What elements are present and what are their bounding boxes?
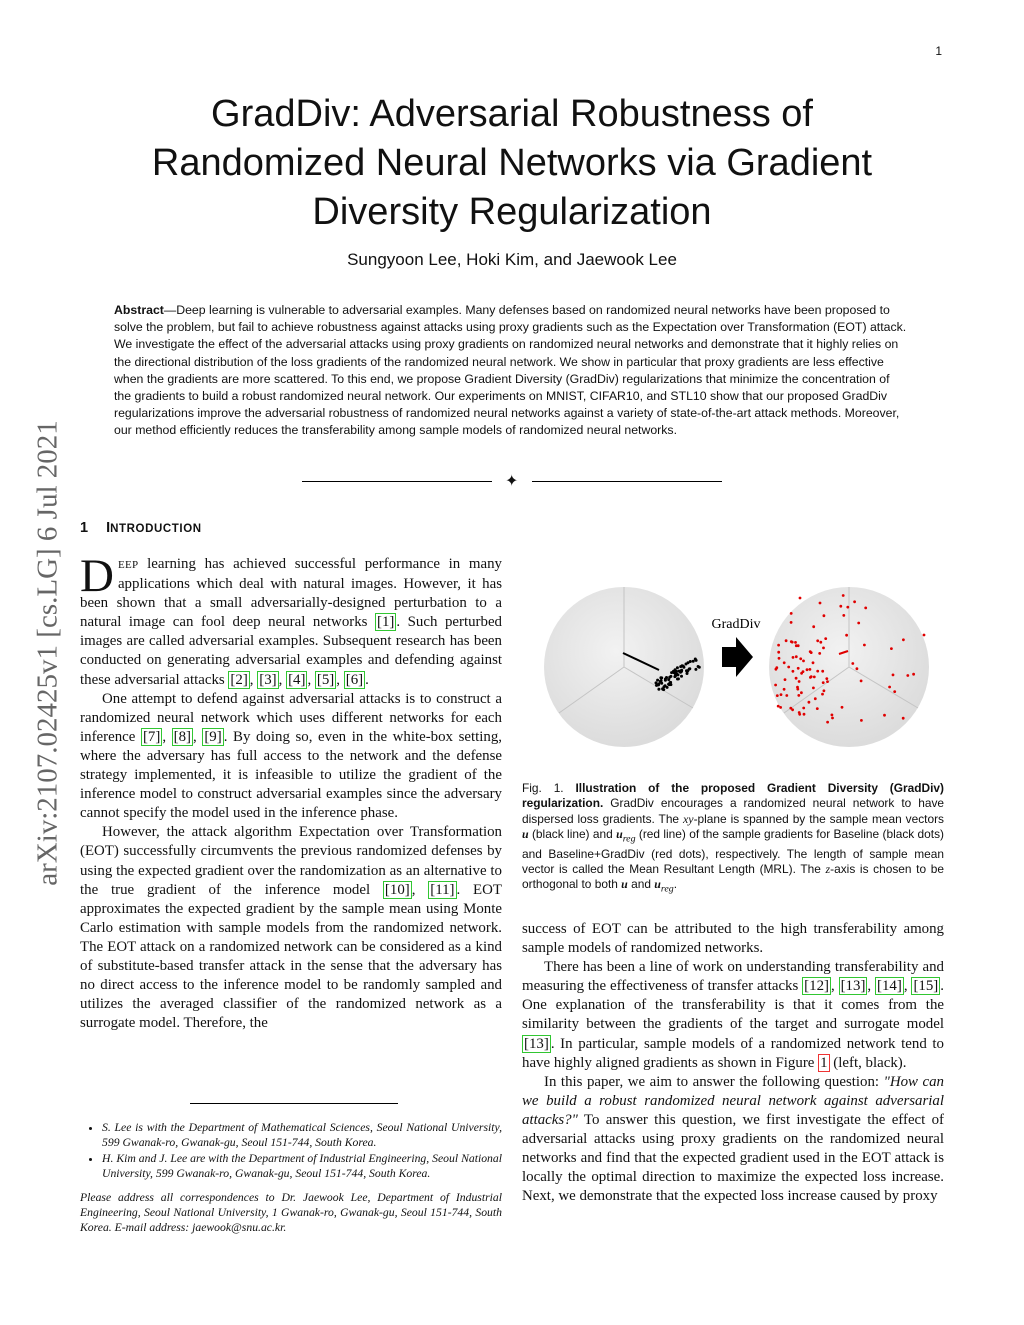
graddiv-gradient-dot bbox=[787, 666, 790, 669]
baseline-gradient-dot bbox=[659, 676, 662, 679]
footnote-item: • H. Kim and J. Lee are with the Department of Industrial Engineering, Seoul National University, 599 Gwanak-ro, Gwanak-gu, Seoul 151-744, South Korea. bbox=[102, 1151, 502, 1182]
baseline-gradient-dot bbox=[662, 688, 665, 691]
authors: Sungyoon Lee, Hoki Kim, and Jaewook Lee bbox=[347, 250, 677, 269]
baseline-gradient-dot bbox=[692, 660, 695, 663]
graddiv-gradient-dot bbox=[800, 672, 803, 675]
baseline-gradient-dot bbox=[675, 672, 678, 675]
graddiv-gradient-dot bbox=[808, 701, 811, 704]
drop-cap-rest: EEP bbox=[117, 559, 139, 571]
graddiv-gradient-dot bbox=[803, 713, 806, 716]
graddiv-gradient-dot bbox=[816, 707, 819, 710]
graddiv-gradient-dot bbox=[860, 680, 863, 683]
graddiv-gradient-dot bbox=[792, 656, 795, 659]
graddiv-gradient-dot bbox=[821, 670, 824, 673]
baseline-gradient-dot bbox=[670, 671, 673, 674]
graddiv-gradient-dot bbox=[776, 694, 779, 697]
graddiv-gradient-dot bbox=[812, 687, 815, 690]
abstract-label: Abstract bbox=[114, 303, 164, 317]
figure-link[interactable]: 1 bbox=[820, 1054, 828, 1071]
graddiv-gradient-dot bbox=[798, 713, 801, 716]
graddiv-arrow-label: GradDiv bbox=[711, 617, 761, 632]
graddiv-arrow bbox=[712, 617, 761, 677]
graddiv-gradient-dot bbox=[800, 691, 803, 694]
baseline-gradient-dot bbox=[657, 682, 660, 685]
baseline-gradient-dot bbox=[687, 661, 690, 664]
graddiv-gradient-dot bbox=[826, 680, 829, 683]
section-title-rest: NTRODUCTION bbox=[110, 523, 202, 535]
graddiv-gradient-dot bbox=[785, 639, 788, 642]
graddiv-gradient-dot bbox=[853, 600, 856, 603]
footnote-item: • S. Lee is with the Department of Mathematical Sciences, Seoul National University, 599 Gwanak-ro, Gwanak-gu, Seoul 151-744, South Korea. bbox=[102, 1120, 502, 1151]
citation-link[interactable]: [13] bbox=[524, 1035, 549, 1052]
graddiv-gradient-dot bbox=[795, 677, 798, 680]
graddiv-gradient-dot bbox=[810, 675, 813, 678]
graddiv-gradient-dot bbox=[799, 597, 802, 600]
graddiv-gradient-dot bbox=[819, 602, 822, 605]
baseline-gradient-dot bbox=[680, 670, 683, 673]
graddiv-gradient-dot bbox=[816, 639, 819, 642]
graddiv-gradient-dot bbox=[799, 657, 802, 660]
graddiv-gradient-dot bbox=[841, 706, 844, 709]
graddiv-gradient-dot bbox=[812, 625, 815, 628]
arxiv-identifier bbox=[18, 380, 78, 925]
baseline-gradient-dot bbox=[686, 672, 689, 675]
graddiv-gradient-dot bbox=[923, 634, 926, 637]
graddiv-gradient-dot bbox=[842, 594, 845, 597]
graddiv-gradient-dot bbox=[906, 674, 909, 677]
baseline-gradient-dot bbox=[656, 679, 659, 682]
graddiv-gradient-dot bbox=[845, 634, 848, 637]
graddiv-gradient-dot bbox=[822, 647, 825, 650]
graddiv-gradient-dot bbox=[821, 693, 824, 696]
baseline-gradient-dot bbox=[660, 679, 663, 682]
baseline-gradient-dot bbox=[694, 668, 697, 671]
graddiv-gradient-dot bbox=[912, 673, 915, 676]
graddiv-gradient-dot bbox=[777, 705, 780, 708]
graddiv-gradient-dot bbox=[823, 614, 826, 617]
graddiv-gradient-dot bbox=[816, 670, 819, 673]
intro-paragraph-5: There has been a line of work on understanding transferability and measuring the effectiveness of transfer attacks [12] , [13] , [14] , [15] . One explanation of the transferability is that it comes from the similarity between the gradients of the target and surrogate model [13] . In particular, sample models of a randomized network tend to have highly aligned gradients as shown in Figure 1 (left, black). bbox=[522, 959, 944, 1071]
graddiv-gradient-dot bbox=[790, 621, 793, 624]
graddiv-gradient-dot bbox=[777, 651, 780, 654]
intro-paragraph-1: DEEP learning has achieved successful performance in many applications which deal with natural images. However, it has been shown that a small adversarially-designed perturbation to a natural image can fool deep neural networks [1] . Such perturbed images are called adversarial examples. Subsequent research has been conducted on generating adversarial examples and defending against these adversarial attacks [2] , [3] , [4] , [5] , [6] . bbox=[80, 550, 502, 688]
graddiv-gradient-dot bbox=[798, 680, 801, 683]
citation-link[interactable]: [14] bbox=[877, 978, 902, 995]
paper-title: GradDiv: Adversarial Robustness of Randomized Neural Networks via Gradient Diversity Regularization bbox=[151, 93, 873, 233]
graddiv-gradient-dot bbox=[825, 677, 828, 680]
citation-link[interactable]: [12] bbox=[804, 978, 829, 995]
intro-paragraph-6: In this paper, we aim to answer the following question: "How can we build a robust randomized neural network against adversarial attacks?" To answer this question, we first investigate the effect of adversarial attacks using proxy gradients on the randomized neural networks and find that the expected gradient used in the EOT attack is locally the optimal direction to maximize the expected loss increase. Next, we demonstrate that the expected loss increase caused by proxy bbox=[522, 1073, 944, 1205]
abstract bbox=[114, 302, 910, 440]
abstract-text: —Deep learning is vulnerable to adversarial examples. Many defenses based on randomized neural networks have been proposed to solve the problem, but fail to achieve robustness against attacks using proxy gradients such as the Expectation over Transformation (EOT) attack. We investigate the effect of the adversarial attacks using proxy gradients on randomized neural networks and demonstrate that it highly relies on the directional distribution of the loss gradients of the randomized neural network. We show in particular that proxy gradients are less effective when the gradients are more scattered. To this end, we propose Gradient Diversity (GradDiv) regularizations that minimize the concentration of the gradients to build a robust randomized neural network. Our experiments on MNIST, CIFAR10, and STL10 show that our proposed GradDiv regularizations improve the adversarial robustness of randomized neural networks against a variety of state-of-the-art attack methods. Moreover, our method efficiently reduces the transferability among sample models of randomized neural networks. bbox=[114, 303, 907, 438]
baseline-gradient-dot bbox=[680, 675, 683, 678]
graddiv-gradient-dot bbox=[831, 717, 834, 720]
citation-link[interactable]: [10] bbox=[384, 881, 410, 898]
graddiv-gradient-dot bbox=[775, 668, 778, 671]
graddiv-gradient-dot bbox=[818, 652, 821, 655]
baseline-gradient-dot bbox=[657, 688, 660, 691]
baseline-gradient-dot bbox=[660, 682, 663, 685]
figure-1 bbox=[524, 570, 944, 760]
right-column bbox=[522, 920, 944, 1206]
graddiv-gradient-dot bbox=[814, 697, 817, 700]
graddiv-gradient-dot bbox=[774, 684, 777, 687]
left-column bbox=[80, 550, 503, 1033]
intro-paragraph-4: success of EOT can be attributed to the high transferability among sample models of randomized networks. bbox=[522, 921, 944, 957]
graddiv-gradient-dot bbox=[778, 657, 781, 660]
citation-link[interactable]: [11] bbox=[430, 881, 455, 898]
graddiv-gradient-dot bbox=[819, 641, 822, 644]
graddiv-gradient-dot bbox=[802, 707, 805, 710]
graddiv-gradient-dot bbox=[777, 644, 780, 647]
right-arrow-icon bbox=[722, 637, 753, 677]
graddiv-gradient-dot bbox=[883, 714, 886, 717]
citation-link[interactable]: [3] bbox=[259, 671, 277, 688]
baseline-gradient-dot bbox=[682, 666, 685, 669]
baseline-gradient-dot bbox=[679, 665, 682, 668]
section-heading bbox=[80, 520, 202, 536]
intro-paragraph-2: One attempt to defend against adversarial attacks is to construct a randomized neural network which uses different networks for each inference [7] , [8] , [9] . By doing so, even in the white-box setting, where the adversary has full access to the network and the defense strategy implemented, it is infeasible to utilize the gradient of the inference model to construct adversarial examples since the adversary cannot specify the model used in the inference phase. bbox=[80, 690, 503, 822]
citation-link[interactable]: [4] bbox=[288, 671, 306, 688]
baseline-sphere bbox=[544, 587, 704, 747]
footnote-rule bbox=[80, 1103, 500, 1104]
graddiv-gradient-dot bbox=[823, 689, 826, 692]
graddiv-gradient-dot bbox=[890, 647, 893, 650]
graddiv-gradient-dot bbox=[892, 674, 895, 677]
baseline-gradient-dot bbox=[655, 681, 658, 684]
graddiv-gradient-dot bbox=[851, 662, 854, 665]
baseline-gradient-dot bbox=[676, 666, 679, 669]
baseline-gradient-dot bbox=[664, 678, 667, 681]
drop-cap: D bbox=[80, 550, 114, 602]
graddiv-gradient-dot bbox=[797, 667, 800, 670]
citation-link[interactable]: [7] bbox=[142, 728, 161, 745]
section-title-initial: I bbox=[106, 520, 111, 536]
graddiv-gradient-dot bbox=[791, 641, 794, 644]
graddiv-gradient-dot bbox=[810, 651, 813, 654]
figure-caption: Fig. 1. Illustration of the proposed Gradient Diversity (GradDiv) regularization. GradDiv encourages a randomized neural network to have dispersed loss gradients. The xy-plane is spanned by the sample mean vectors u (black line) and $u_{reg}$ (red line) of the sample gradients for Baseline (black dots) and Baseline+GradDiv (red dots), respectively. The length of sample mean vector is called the Mean Resultant Length (MRL). The z-axis is chosen to be orthogonal to both u and $u_{reg}$. bbox=[522, 781, 944, 895]
graddiv-gradient-dot bbox=[809, 668, 812, 671]
citation-link[interactable]: [2] bbox=[230, 671, 248, 688]
section-divider bbox=[302, 474, 722, 488]
page-number: 1 bbox=[935, 44, 942, 58]
graddiv-gradient-dot bbox=[784, 678, 787, 681]
citation-link[interactable]: [9] bbox=[204, 728, 222, 745]
graddiv-gradient-dot bbox=[802, 660, 805, 663]
baseline-gradient-dot bbox=[667, 683, 670, 686]
graddiv-gradient-dot bbox=[813, 676, 816, 679]
baseline-gradient-dot bbox=[674, 668, 677, 671]
graddiv-gradient-dot bbox=[839, 605, 842, 608]
graddiv-gradient-dot bbox=[806, 668, 809, 671]
graddiv-gradient-dot bbox=[779, 706, 782, 709]
section-number: 1 bbox=[80, 520, 89, 536]
graddiv-gradient-dot bbox=[783, 661, 786, 664]
graddiv-gradient-dot bbox=[783, 688, 786, 691]
graddiv-gradient-dot bbox=[797, 694, 800, 697]
baseline-gradient-dot bbox=[697, 665, 700, 668]
graddiv-gradient-dot bbox=[789, 707, 792, 710]
graddiv-gradient-dot bbox=[824, 637, 827, 640]
baseline-gradient-dot bbox=[686, 669, 689, 672]
citation-link[interactable]: [6] bbox=[345, 671, 364, 688]
baseline-gradient-dot bbox=[677, 677, 680, 680]
graddiv-gradient-dot bbox=[794, 641, 797, 644]
arxiv-identifier-text: arXiv:2107.02425v1 [cs.LG] 6 Jul 2021 bbox=[31, 419, 64, 886]
citation-link[interactable]: [5] bbox=[316, 671, 335, 688]
graddiv-gradient-dot bbox=[857, 622, 860, 625]
graddiv-gradient-dot bbox=[812, 661, 815, 664]
graddiv-gradient-dot bbox=[822, 681, 825, 684]
graddiv-gradient-dot bbox=[846, 606, 849, 609]
graddiv-gradient-dot bbox=[842, 614, 845, 617]
graddiv-gradient-dot bbox=[856, 667, 859, 670]
graddiv-gradient-dot bbox=[860, 719, 863, 722]
citation-link[interactable]: [1] bbox=[377, 614, 395, 631]
graddiv-sphere bbox=[769, 587, 929, 747]
graddiv-gradient-dot bbox=[864, 607, 867, 610]
graddiv-gradient-dot bbox=[893, 690, 896, 693]
graddiv-gradient-dot bbox=[795, 655, 798, 658]
graddiv-gradient-dot bbox=[863, 644, 866, 647]
footnotes bbox=[80, 1120, 502, 1236]
citation-link[interactable]: [15] bbox=[913, 978, 939, 995]
graddiv-gradient-dot bbox=[785, 694, 788, 697]
intro-paragraph-3: However, the attack algorithm Expectation over Transformation (EOT) successfully circumvents the previous randomized defenses by using the expected gradient over the randomization as an alternative to the true gradient of the inference model [10] , [11] . EOT approximates the expected gradient by the sample mean using Monte Carlo estimation with sample models from the randomized network. The EOT attack on a randomized network can be considered as a kind of substitute-based transfer attack in the sense that the adversary has no direct access to the inference model to be randomly sampled and utilizes the averaged classifier of the randomized network as a surrogate model. Therefore, the bbox=[80, 824, 502, 1032]
graddiv-gradient-dot bbox=[831, 714, 834, 717]
graddiv-gradient-dot bbox=[780, 693, 783, 696]
graddiv-gradient-dot bbox=[826, 721, 829, 724]
graddiv-gradient-dot bbox=[888, 686, 891, 689]
graddiv-gradient-dot bbox=[790, 612, 793, 615]
citation-link[interactable]: [8] bbox=[173, 728, 192, 745]
baseline-gradient-dot bbox=[667, 678, 670, 681]
graddiv-gradient-dot bbox=[902, 638, 905, 641]
graddiv-gradient-dot bbox=[792, 670, 795, 673]
graddiv-gradient-dot bbox=[795, 644, 798, 647]
correspondence-note: Please address all correspondences to Dr. Jaewook Lee, Department of Industrial Engineering, Seoul National University, 1 Gwanak-ro, Gwanak-gu, Seoul 151-744, South Korea. E-mail address: jaewook@snu.ac.kr. bbox=[80, 1190, 502, 1235]
divider-diamond-icon: ✦ bbox=[505, 473, 519, 490]
graddiv-gradient-dot bbox=[796, 686, 799, 689]
citation-link[interactable]: [13] bbox=[840, 978, 866, 995]
baseline-gradient-dot bbox=[663, 685, 666, 688]
graddiv-gradient-dot bbox=[902, 717, 905, 720]
baseline-gradient-dot bbox=[695, 659, 698, 662]
